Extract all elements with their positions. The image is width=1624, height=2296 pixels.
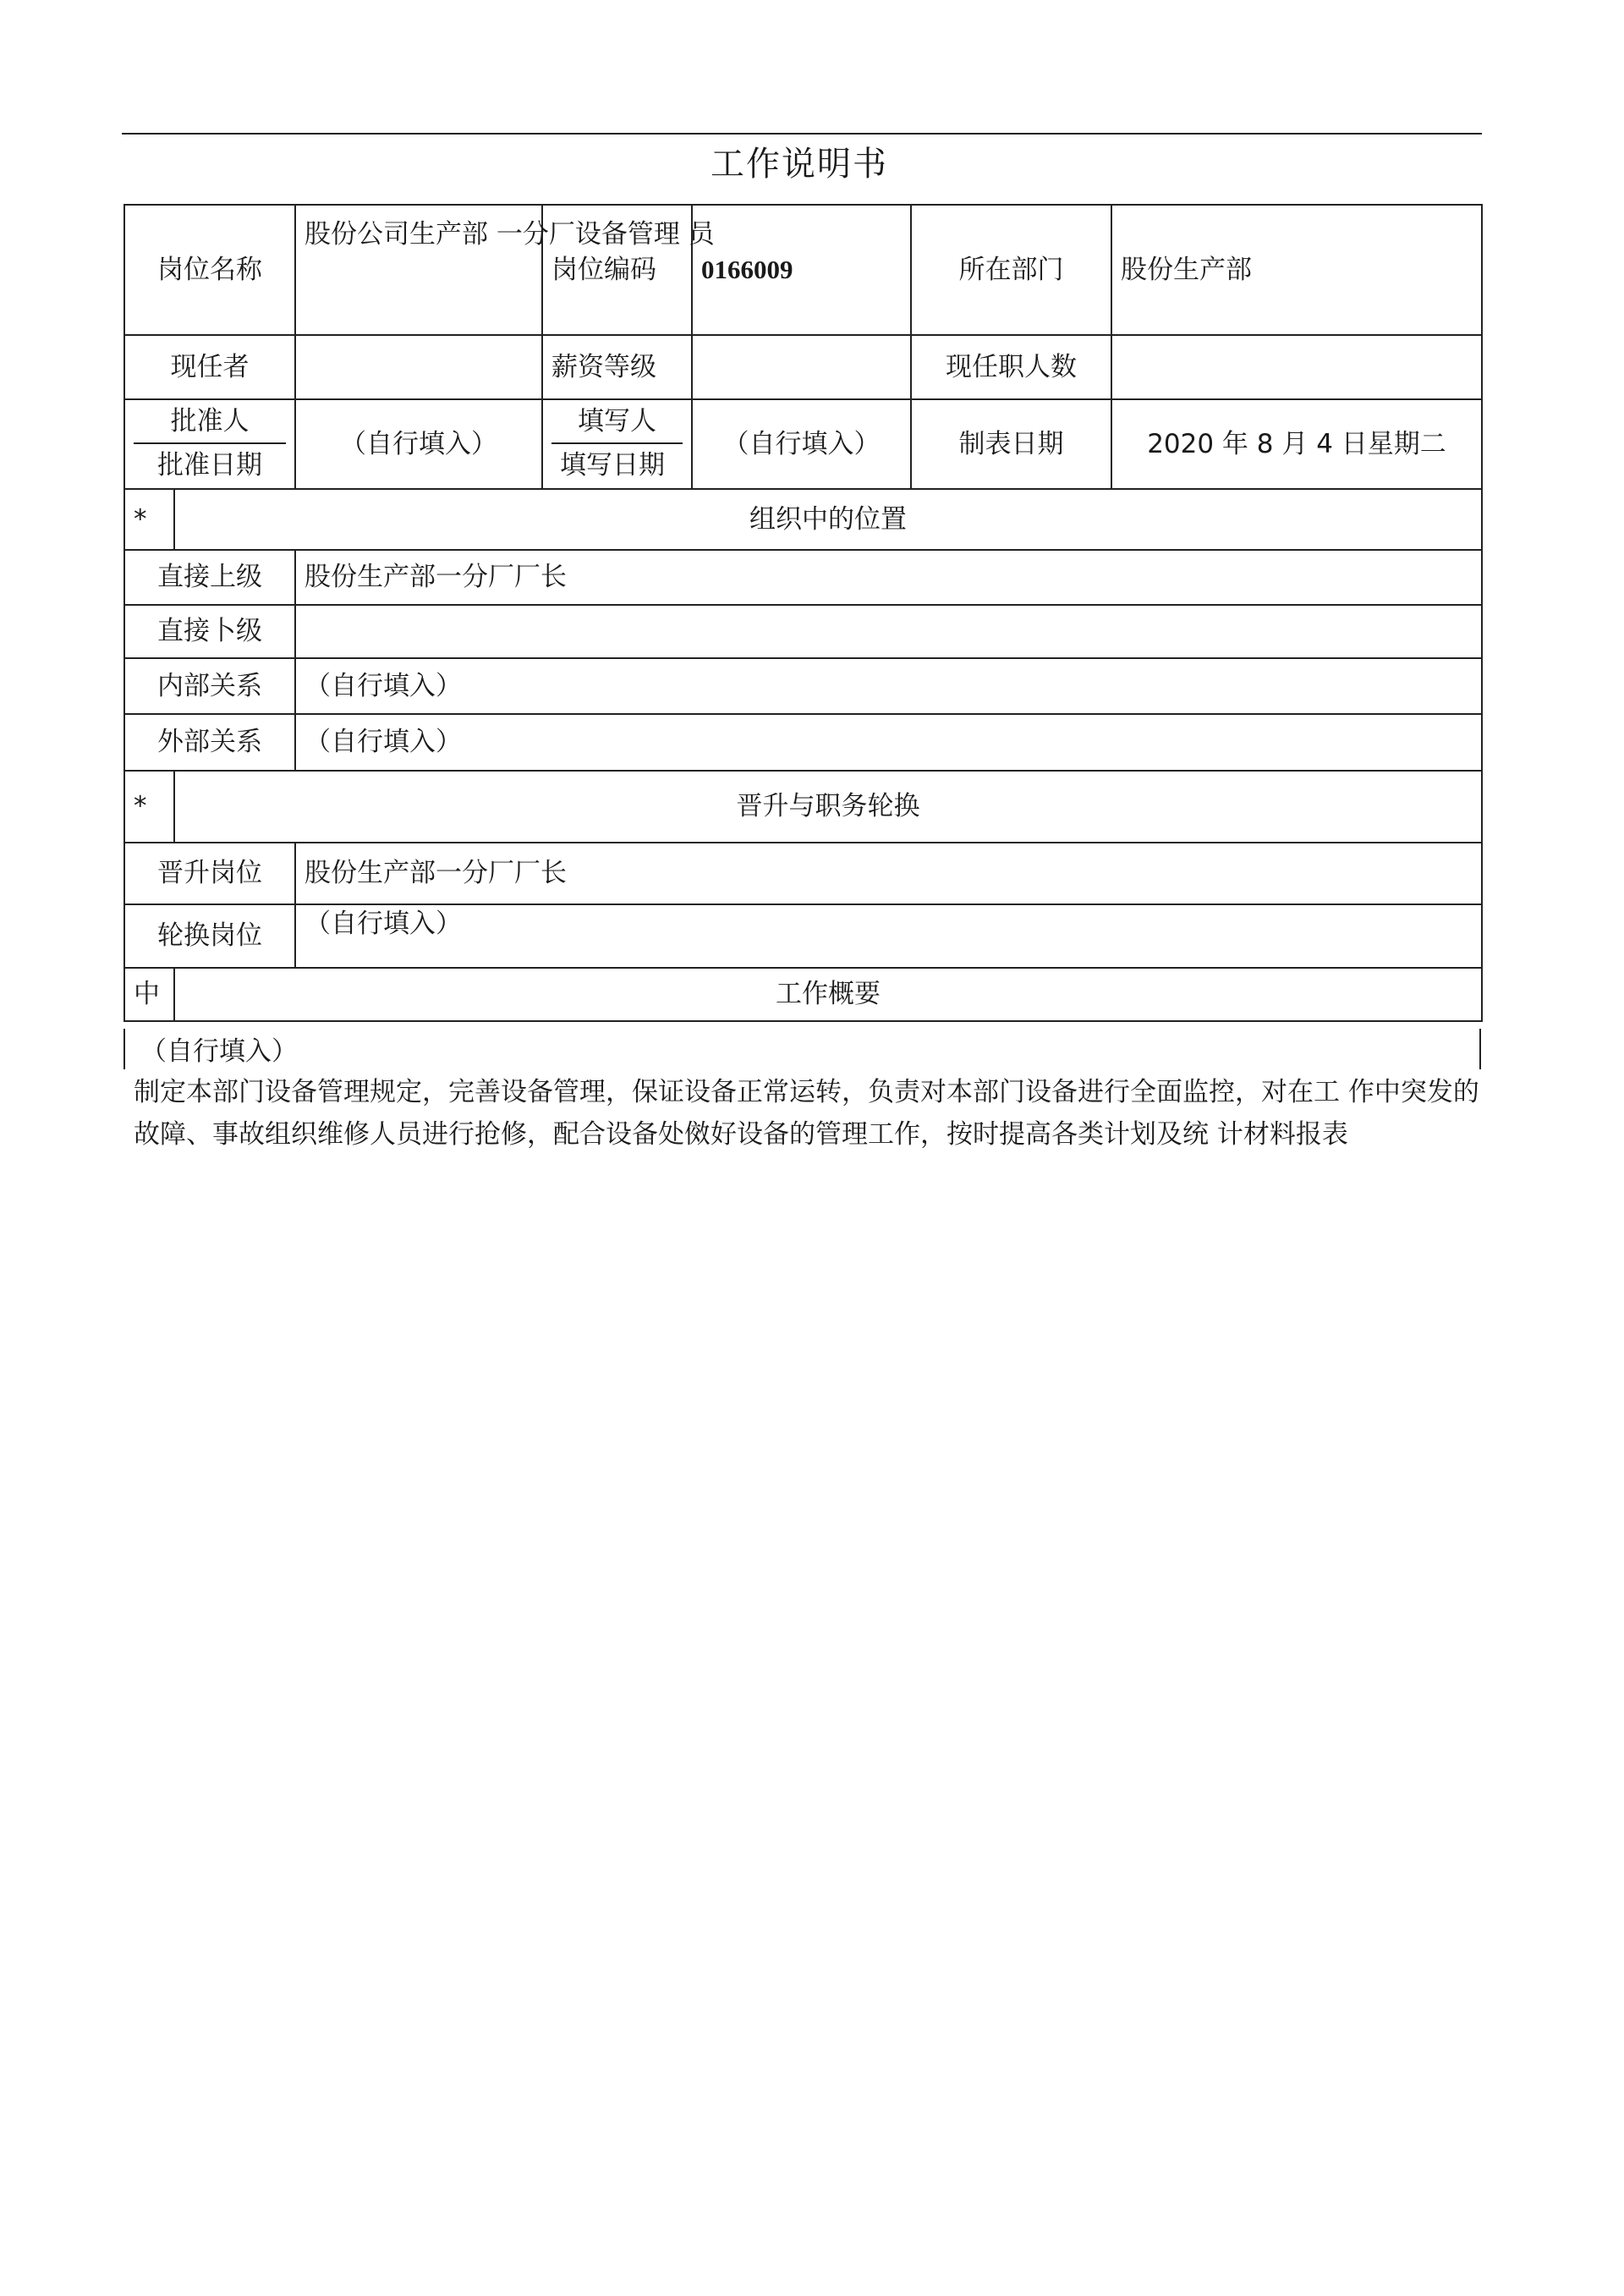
- approval-date-label: 批准日期: [134, 442, 286, 488]
- row-incumbent: [124, 335, 1482, 399]
- rotation-label: 轮换岗位: [124, 904, 295, 968]
- promotion-title: 晋升与职务轮换: [174, 771, 1482, 843]
- approver-cell: [124, 399, 295, 489]
- position-name-value: 股份公司生产部 一分厂设备管理 员: [295, 205, 542, 335]
- section-work-summary: [124, 968, 1482, 1021]
- section-org-position: [124, 489, 1482, 550]
- approver-label: 批准人: [170, 406, 250, 437]
- top-rule: [122, 133, 1482, 135]
- external-relations-label: 外部关系: [124, 714, 295, 771]
- document-title: 工作说明书: [710, 145, 888, 184]
- filler-cell: [542, 399, 692, 489]
- position-code-label: 岗位编码: [542, 205, 692, 335]
- work-summary-fill-box: [123, 1029, 1481, 1069]
- row-promotion: [124, 843, 1482, 904]
- work-summary-marker: 中: [124, 968, 174, 1021]
- table-date-value: 2020 年 8 月 4 日星期二: [1111, 399, 1482, 489]
- position-code-value: 0166009: [692, 205, 911, 335]
- department-value: 股份生产部: [1111, 205, 1482, 335]
- rotation-value: （自行填入）: [295, 904, 1482, 968]
- filler-value: （自行填入）: [692, 399, 911, 489]
- department-label: 所在部门: [911, 205, 1111, 335]
- work-summary-title: 工作概要: [174, 968, 1482, 1021]
- row-approval: [124, 399, 1482, 489]
- job-description-table: [123, 204, 1483, 1022]
- row-direct-superior: [124, 550, 1482, 605]
- direct-superior-label: 直接上级: [124, 550, 295, 605]
- fill-date-label: 填写日期: [551, 442, 683, 488]
- table-date-label: 制表日期: [911, 399, 1111, 489]
- promotion-marker: *: [124, 771, 174, 843]
- salary-grade-value: [692, 335, 911, 399]
- row-rotation: [124, 904, 1482, 968]
- headcount-value: [1111, 335, 1482, 399]
- position-name-label: 岗位名称: [124, 205, 295, 335]
- direct-subordinate-label: 直接卜级: [124, 605, 295, 658]
- headcount-label: 现任职人数: [911, 335, 1111, 399]
- org-position-marker: *: [124, 489, 174, 550]
- promotion-value: 股份生产部一分厂厂长: [295, 843, 1482, 904]
- promotion-label: 晋升岗位: [124, 843, 295, 904]
- work-summary-text: 制定本部门设备管理规定，完善设备管理，保证设备正常运转，负责对本部门设备进行全面监控，对在工 作中突发的故障、事故组织维修人员进行抢修，配合设备处傚好设备的管理工作，按时提高各类计划及统 计材料报表: [134, 1077, 1479, 1150]
- direct-subordinate-value: [295, 605, 1482, 658]
- row-direct-subordinate: [124, 605, 1482, 658]
- section-promotion: [124, 771, 1482, 843]
- direct-superior-value: 股份生产部一分厂厂长: [295, 550, 1482, 605]
- incumbent-value: [295, 335, 542, 399]
- row-internal-relations: [124, 658, 1482, 714]
- filler-label: 填写人: [578, 406, 656, 437]
- salary-grade-label: 薪资等级: [542, 335, 692, 399]
- external-relations-value: （自行填入）: [295, 714, 1482, 771]
- row-position: [124, 205, 1482, 335]
- internal-relations-label: 内部关系: [124, 658, 295, 714]
- incumbent-label: 现任者: [124, 335, 295, 399]
- row-external-relations: [124, 714, 1482, 771]
- internal-relations-value: （自行填入）: [295, 658, 1482, 714]
- work-summary-fill-label: （自行填入）: [140, 1036, 298, 1067]
- org-position-title: 组织中的位置: [174, 489, 1482, 550]
- approver-value: （自行填入）: [295, 399, 542, 489]
